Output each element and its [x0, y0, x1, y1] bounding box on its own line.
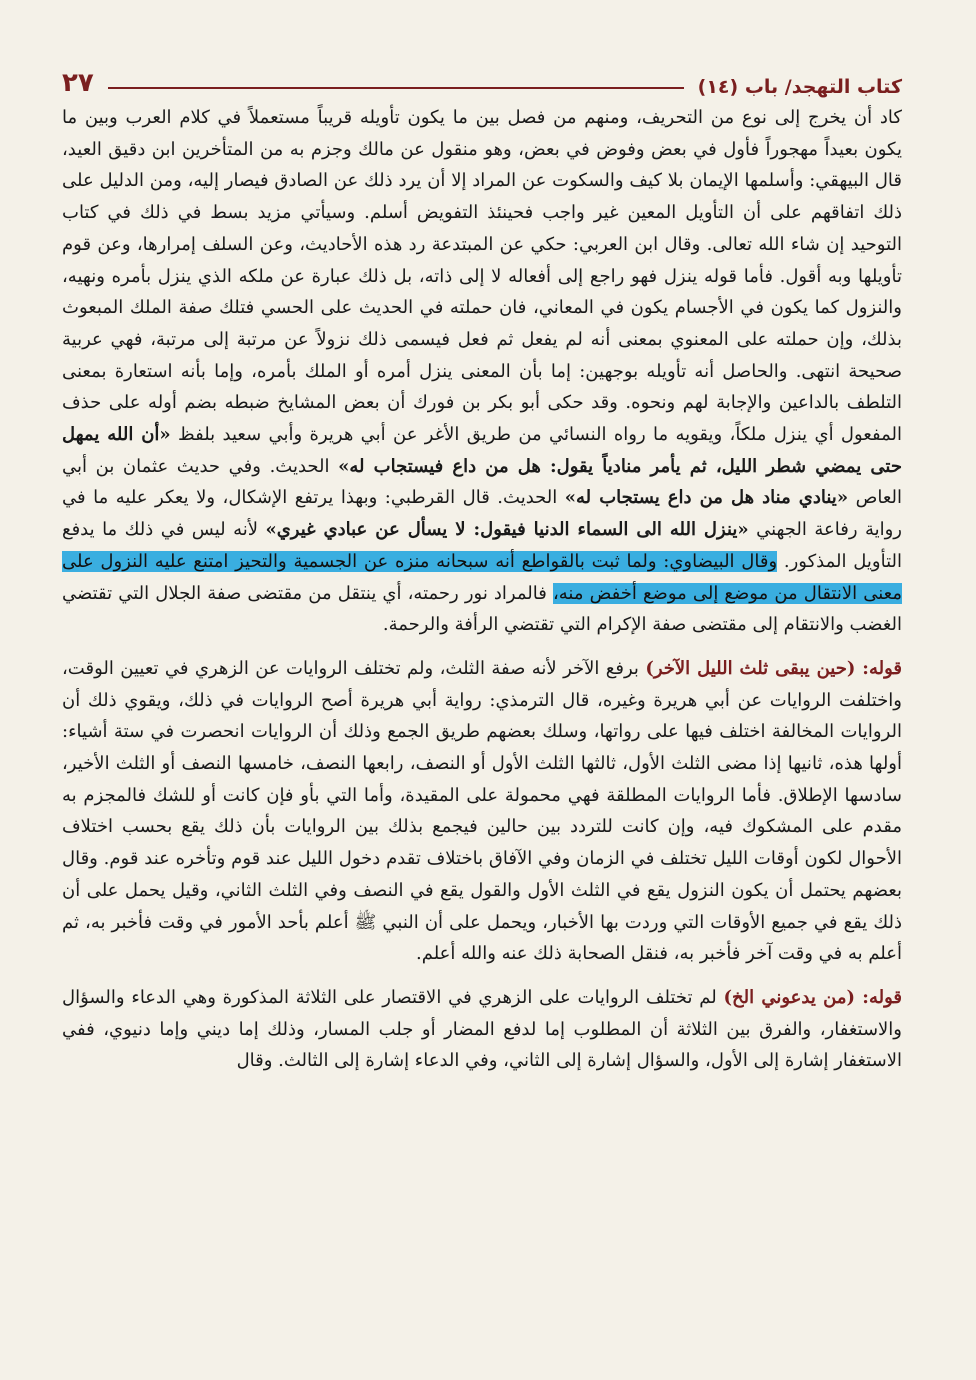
paragraph-2 — [62, 653, 902, 970]
commentary-lead: قوله: (من يدعوني الخ) — [723, 986, 902, 1008]
header-rule — [108, 87, 684, 89]
paragraph-1 — [62, 102, 902, 641]
chapter-title: كتاب التهجد/ باب (١٤) — [697, 76, 902, 98]
text-segment: لم تختلف الروايات على الزهري في الاقتصار على الثلاثة المذكورة وهي الدعاء والسؤال والاستغفار، والفرق بين الثلاثة أن المطلوب إما لدفع المضار أو جلب المسار، وذلك إما ديني وإما دنيوي، ففي الاستغفار إشارة إلى الأول، والسؤال إشارة إلى الثاني، وفي الدعاء إشارة إلى الثالث. وقال — [62, 986, 902, 1072]
text-segment: برفع الآخر لأنه صفة الثلث، ولم تختلف الروايات عن الزهري في تعيين الوقت، واختلفت الروايات عن أبي هريرة وغيره، قال الترمذي: رواية أبي هريرة أصح الروايات في ذلك، ويقوي ذلك أن الروايات المخالفة اختلف فيها على رواتها، وسلك بعضهم طريق الجمع وذلك أن الروايات انحصرت في ستة أشياء: أولها هذه، ثانيها إذا مضى الثلث الأول، ثالثها الثلث الأول أو النصف، رابعها النصف، خامسها النصف أو الثلث الأخير، سادسها الإطلاق. فأما الروايات المطلقة فهي محمولة على المقيدة، وأما التي بأو فإن كانت أو للشك فالمجزم به مقدم على المشكوك فيه، وإن كانت للتردد بين حالين فيجمع بذلك بين الروايات بأن ذلك يقع بحسب اختلاف الأحوال لكون أوقات الليل تختلف في الزمان وفي الآفاق باختلاف تقدم دخول الليل عند قوم وتأخره عند قوم. وقال بعضهم يحتمل أن يكون النزول يقع في الثلث الأول والقول يقع في النصف وفي الثلث الثاني، وقيل يحمل على أن ذلك يقع في جميع الأوقات التي وردت بها الأخبار، ويحمل على أن النبي ﷺ أعلم بأحد الأمور في وقت فأخبر به، ثم أعلم به في وقت آخر فأخبر به، فنقل الصحابة ذلك عنه والله أعلم. — [62, 657, 902, 965]
highlighted-selection[interactable]: وقال البيضاوي: ولما ثبت بالقواطع أنه سبحانه منزه عن الجسمية والتحيز امتنع عليه النزول على معنى الانتقال من موضع إلى موضع أخفض منه، — [62, 550, 902, 604]
page-number: ٢٧ — [62, 68, 94, 98]
text-segment: فالمراد نور رحمته، أي ينتقل من مقتضى صفة الجلال التي تقتضي الغضب والانتقام إلى مقتضى صفة الإكرام التي تقتضي الرأفة والرحمة. — [62, 582, 902, 636]
hadith-quote: «ينادي مناد هل من داع يستجاب له» — [564, 487, 849, 509]
text-segment: الحديث. وفي حديث عثمان بن أبي العاص — [62, 455, 902, 509]
hadith-quote: «ينزل الله الى السماء الدنيا فيقول: لا يسأل عن عبادي غيري» — [265, 519, 749, 541]
text-segment: كاد أن يخرج إلى نوع من التحريف، ومنهم من فصل بين ما يكون تأويله قريباً مستعملاً في كلام العرب وبين ما يكون بعيداً مهجوراً فأول في بعض وفوض في بعض، وهو منقول عن مالك وجزم به من المتأخرين ابن دقيق العيد، قال البيهقي: وأسلمها الإيمان بلا كيف والسكوت عن المراد إلا أن يرد ذلك عن الصادق فيصار إليه، ومن الدليل على ذلك اتفاقهم على أن التأويل المعين غير واجب فحينئذ التفويض أسلم. وسيأتي مزيد بسط في ذلك في كتاب التوحيد إن شاء الله تعالى. وقال ابن العربي: حكي عن المبتدعة رد هذه الأحاديث، وعن السلف إمرارها، وعن قوم تأويلها وبه أقول. فأما قوله ينزل فهو راجع إلى أفعاله لا إلى ذاته، بل ذلك عبارة عن ملكه الذي ينزل بأمره ونهيه، والنزول كما يكون في الأجسام يكون في المعاني، فان حملته في الحديث على الحسي فتلك صفة الملك المبعوث بذلك، وإن حملته على المعنوي بمعنى أنه لم يفعل ثم فعل فيسمى ذلك نزولاً عن مرتبة إلى مرتبة، فهي عربية صحيحة انتهى. والحاصل أنه تأويله بوجهين: إما بأن المعنى ينزل أمره أو الملك بأمره، وإما بأنه استعارة بمعنى التلطف بالداعين والإجابة لهم ونحوه. وقد حكى أبو بكر بن فورك أن بعض المشايخ ضبطه بضم أوله على حذف المفعول أي ينزل ملكاً، ويقويه ما رواه النسائي من طريق الأغر عن أبي هريرة وأبي سعيد بلفظ — [62, 107, 902, 446]
paragraph-3 — [62, 982, 902, 1077]
body-text — [62, 102, 902, 1077]
text-segment: الحديث. قال القرطبي: وبهذا يرتفع الإشكال، ولا يعكر عليه ما في رواية رفاعة الجهني — [62, 487, 902, 541]
running-head — [62, 58, 902, 98]
text-segment: لأنه ليس في ذلك ما يدفع التأويل المذكور. — [62, 519, 902, 572]
commentary-lead: قوله: (حين يبقى ثلث الليل الآخر) — [645, 657, 902, 679]
hadith-quote: «أن الله يمهل حتى يمضي شطر الليل، ثم يأمر منادياً يقول: هل من داع فيستجاب له» — [62, 424, 902, 477]
